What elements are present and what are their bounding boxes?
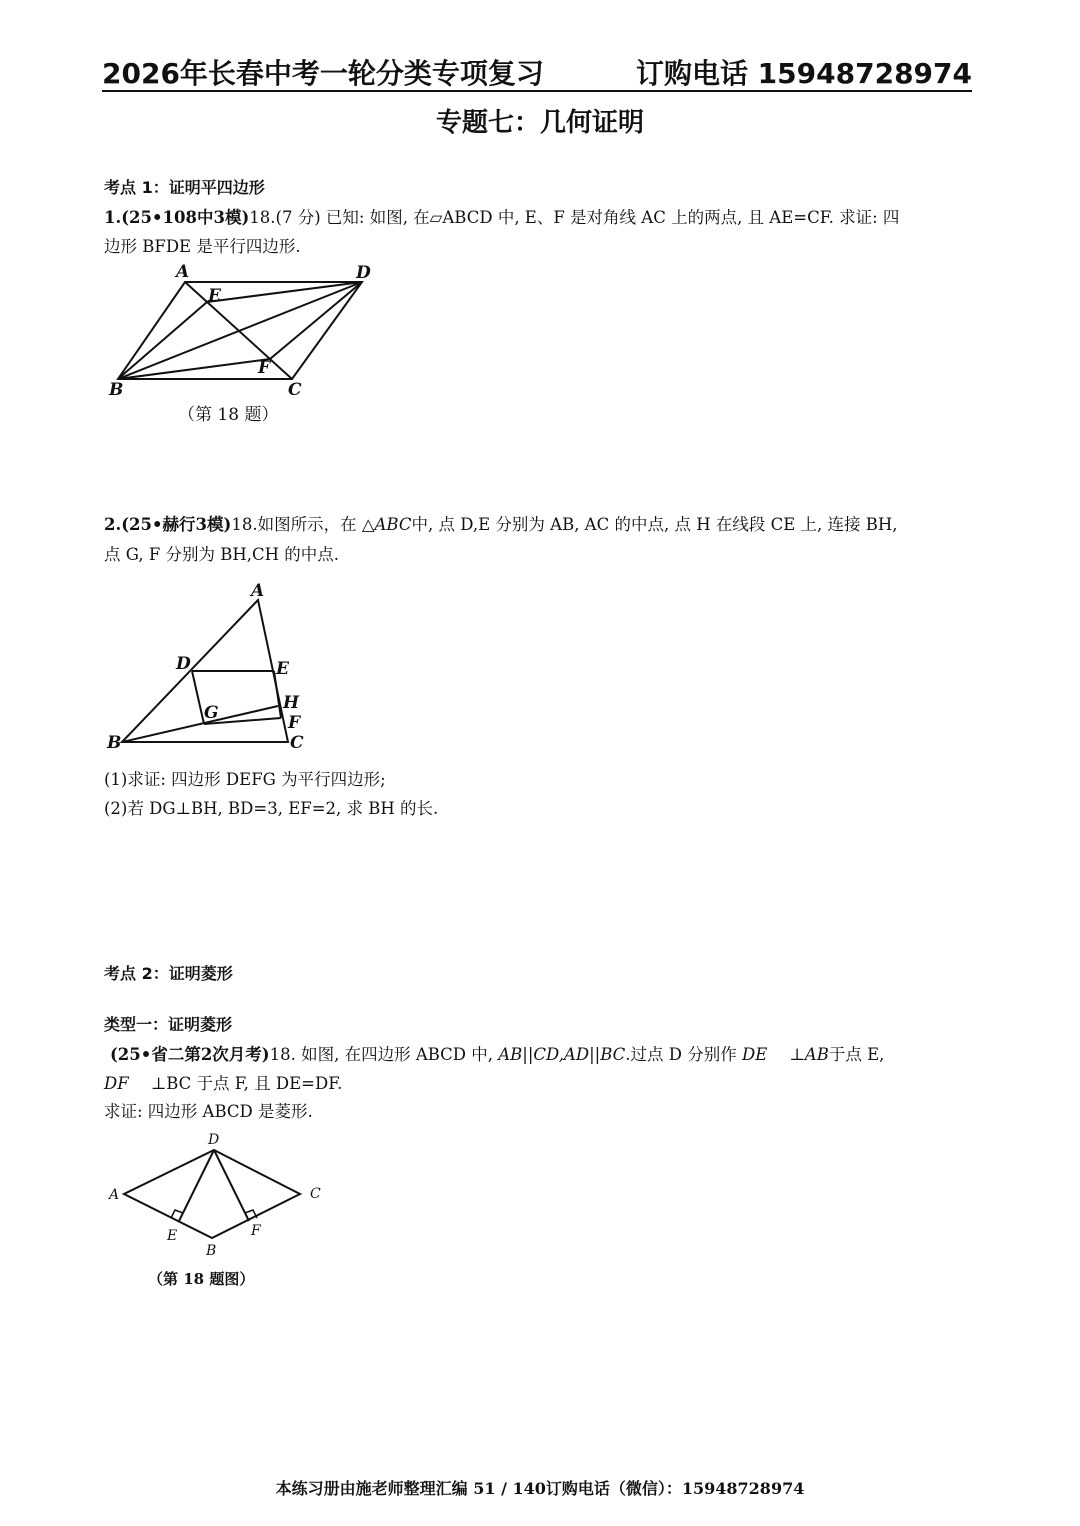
q3-figure-rhombus: [100, 1128, 340, 1263]
q3-text2b: ⊥BC 于点 F, 且 DE=DF.: [150, 1074, 343, 1093]
q3-segment-df: [214, 1150, 249, 1221]
q3-text1-ab: AB: [804, 1045, 829, 1064]
q3-segment-de: [179, 1150, 214, 1221]
q1-line2: 边形 BFDE 是平行四边形.: [104, 237, 301, 256]
q2-text1b: 中, 点 D,E 分别为 AB, AC 的中点, 点 H 在线段 CE 上, 连接 BH,: [411, 515, 898, 534]
q2-segment-bh: [122, 706, 278, 742]
q3-line1: [110, 1040, 884, 1069]
q1-label-b: B: [109, 380, 124, 400]
q2-label-a: A: [251, 581, 265, 601]
q2-label-d: D: [176, 654, 191, 674]
q3-label-f: F: [251, 1223, 261, 1239]
q2-label-e: E: [276, 659, 289, 679]
q2-label-g: G: [204, 703, 219, 723]
q2-source: 2.(25•赫行3模): [104, 515, 232, 534]
q1-line1: [104, 203, 899, 232]
q3-text1b: .过点 D 分别作: [625, 1045, 742, 1064]
q1-label-c: C: [288, 380, 302, 400]
q3-label-e: E: [167, 1228, 178, 1244]
q1-caption: （第 18 题）: [178, 405, 279, 425]
q1-text1: 18.(7 分) 已知: 如图, 在▱ABCD 中, E、F 是对角线 AC 上的两点, 且 AE=CF. 求证: 四: [249, 208, 900, 227]
q3-label-d: D: [208, 1132, 220, 1148]
q2-text1-abc: ABC: [374, 515, 412, 534]
q1-label-e: E: [208, 286, 221, 306]
header-divider: [102, 90, 972, 92]
q2-label-b: B: [107, 733, 122, 753]
section1-heading: 考点 1：证明平四边形: [104, 178, 265, 197]
q2-line1: [104, 510, 898, 539]
q1-figure-parallelogram: [100, 260, 400, 400]
q2-label-c: C: [290, 733, 304, 753]
q1-label-f: F: [258, 358, 271, 378]
q3-text2-df: DF: [104, 1074, 129, 1093]
q3-quadrilateral-abcd: [124, 1150, 300, 1238]
q3-label-b: B: [206, 1243, 217, 1259]
q2-part2: (2)若 DG⊥BH, BD=3, EF=2, 求 BH 的长.: [104, 799, 439, 818]
q2-line2: 点 G, F 分别为 BH,CH 的中点.: [104, 545, 340, 564]
q3-text1-de: DE: [741, 1045, 768, 1064]
page-footer: 本练习册由施老师整理汇编 51 / 140订购电话（微信）：15948728974: [275, 1479, 805, 1498]
q1-label-a: A: [176, 262, 190, 282]
q1-segment-bd: [118, 282, 362, 379]
section2-heading: 考点 2：证明菱形: [104, 964, 233, 983]
q3-line3: 求证: 四边形 ABCD 是菱形.: [104, 1102, 313, 1121]
q2-label-h: H: [283, 693, 300, 713]
q1-label-d: D: [356, 263, 371, 283]
q2-label-f: F: [288, 713, 301, 733]
q2-part1: (1)求证: 四边形 DEFG 为平行四边形;: [104, 770, 386, 789]
q2-segment-dg: [192, 671, 204, 724]
section2-type-heading: 类型一：证明菱形: [104, 1015, 233, 1034]
q2-text1a: 18.如图所示，在 △: [231, 515, 375, 534]
q1-source: 1.(25•108中3模): [104, 208, 250, 227]
q3-line2: [104, 1069, 342, 1098]
page-title: 专题七：几何证明: [435, 108, 644, 138]
q3-text1-math: AB||CD,AD||BC: [498, 1045, 626, 1064]
q3-text1a: 18. 如图, 在四边形 ABCD 中,: [269, 1045, 499, 1064]
q3-text1c: 于点 E,: [828, 1045, 885, 1064]
header-phone: 订购电话 15948728974: [635, 57, 972, 90]
q3-label-a: A: [109, 1187, 120, 1203]
q2-figure-triangle: [100, 575, 340, 760]
q3-text1-perp: ⊥: [789, 1045, 805, 1064]
q3-caption: （第 18 题图）: [148, 1270, 255, 1288]
header-title: 2026年长春中考一轮分类专项复习: [102, 57, 544, 90]
q3-label-c: C: [310, 1186, 321, 1202]
q3-source: (25•省二第2次月考): [110, 1045, 270, 1064]
